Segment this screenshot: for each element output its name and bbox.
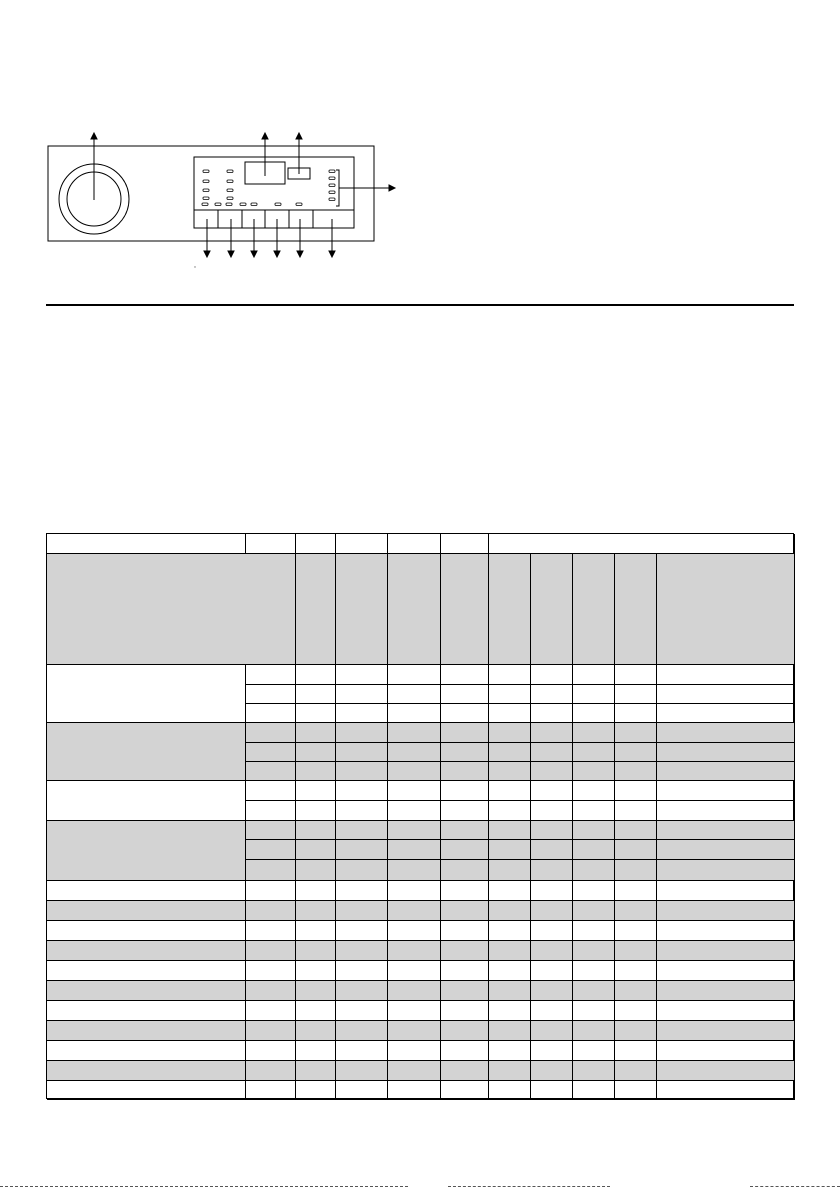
table-cell bbox=[336, 901, 388, 921]
table-cell bbox=[615, 901, 657, 921]
table-cell bbox=[336, 961, 388, 981]
table-cell bbox=[441, 685, 489, 704]
table-cell bbox=[657, 881, 795, 901]
table-cell bbox=[573, 840, 615, 860]
table-cell bbox=[388, 762, 441, 781]
table-cell bbox=[388, 1021, 441, 1041]
table-cell bbox=[296, 743, 336, 762]
table-cell bbox=[336, 665, 388, 685]
table-cell bbox=[296, 685, 336, 704]
header-cell bbox=[615, 554, 657, 665]
table-cell bbox=[388, 1001, 441, 1021]
table-cell bbox=[531, 981, 573, 1001]
table-cell bbox=[573, 881, 615, 901]
table-cell bbox=[489, 1021, 531, 1041]
table-cell bbox=[388, 1081, 441, 1100]
table-cell bbox=[336, 1081, 388, 1100]
table-cell bbox=[388, 1061, 441, 1081]
table-cell bbox=[615, 781, 657, 801]
header-cell bbox=[531, 554, 573, 665]
table-cell bbox=[615, 665, 657, 685]
table-cell bbox=[296, 840, 336, 860]
program-name-cell bbox=[47, 723, 246, 781]
table-cell bbox=[657, 665, 795, 685]
table-cell bbox=[531, 704, 573, 723]
table-cell bbox=[657, 860, 795, 881]
table-cell bbox=[441, 1041, 489, 1061]
table-cell bbox=[441, 961, 489, 981]
table-cell bbox=[573, 743, 615, 762]
program-name-cell bbox=[47, 781, 246, 821]
table-cell bbox=[573, 665, 615, 685]
table-cell bbox=[296, 665, 336, 685]
table-cell bbox=[615, 961, 657, 981]
indicator-lights bbox=[202, 170, 335, 206]
table-cell bbox=[657, 981, 795, 1001]
table-cell bbox=[573, 961, 615, 981]
table-cell bbox=[441, 801, 489, 821]
table-cell bbox=[296, 1041, 336, 1061]
table-cell bbox=[296, 881, 336, 901]
table-cell bbox=[573, 762, 615, 781]
table-cell bbox=[246, 941, 296, 961]
table-cell bbox=[489, 743, 531, 762]
table-cell bbox=[296, 901, 336, 921]
table-cell bbox=[657, 901, 795, 921]
table-cell bbox=[246, 1061, 296, 1081]
table-cell bbox=[657, 1061, 795, 1081]
header-cell bbox=[388, 534, 441, 554]
table-cell bbox=[296, 981, 336, 1001]
section-divider bbox=[46, 304, 794, 306]
program-name-cell bbox=[47, 981, 246, 1001]
page-footer-dashes bbox=[0, 1186, 840, 1192]
option-lights-bracket bbox=[336, 170, 339, 206]
table-cell bbox=[531, 723, 573, 743]
table-cell bbox=[441, 743, 489, 762]
table-cell bbox=[615, 981, 657, 1001]
table-cell bbox=[657, 1041, 795, 1061]
program-name-cell bbox=[47, 1041, 246, 1061]
table-cell bbox=[489, 941, 531, 961]
header-cell bbox=[441, 554, 489, 665]
table-cell bbox=[388, 801, 441, 821]
header-cell bbox=[296, 554, 336, 665]
table-cell bbox=[441, 821, 489, 840]
table-cell bbox=[441, 881, 489, 901]
table-cell bbox=[246, 704, 296, 723]
table-cell bbox=[296, 921, 336, 941]
table-cell bbox=[615, 1081, 657, 1100]
table-cell bbox=[246, 801, 296, 821]
table-cell bbox=[489, 921, 531, 941]
table-cell bbox=[296, 1001, 336, 1021]
table-cell bbox=[246, 921, 296, 941]
table-cell bbox=[296, 821, 336, 840]
program-name-cell bbox=[47, 941, 246, 961]
table-cell bbox=[573, 685, 615, 704]
table-cell bbox=[246, 881, 296, 901]
table-cell bbox=[615, 723, 657, 743]
table-cell bbox=[296, 723, 336, 743]
table-cell bbox=[573, 921, 615, 941]
table-cell bbox=[489, 821, 531, 840]
program-table bbox=[46, 533, 794, 1099]
table-cell bbox=[573, 821, 615, 840]
table-cell bbox=[531, 743, 573, 762]
table-cell bbox=[336, 743, 388, 762]
program-name-cell bbox=[47, 1061, 246, 1081]
table-cell bbox=[531, 840, 573, 860]
table-cell bbox=[441, 941, 489, 961]
table-cell bbox=[246, 840, 296, 860]
table-cell bbox=[489, 704, 531, 723]
table-cell bbox=[388, 901, 441, 921]
table-cell bbox=[615, 840, 657, 860]
table-cell bbox=[531, 860, 573, 881]
table-cell bbox=[489, 1061, 531, 1081]
table-cell bbox=[336, 860, 388, 881]
table-cell bbox=[336, 704, 388, 723]
table-cell bbox=[336, 821, 388, 840]
table-cell bbox=[489, 961, 531, 981]
table-cell bbox=[246, 685, 296, 704]
table-cell bbox=[336, 762, 388, 781]
table-cell bbox=[573, 981, 615, 1001]
header-cell bbox=[657, 554, 795, 665]
table-cell bbox=[531, 781, 573, 801]
table-cell bbox=[531, 881, 573, 901]
table-cell bbox=[489, 665, 531, 685]
table-cell bbox=[246, 860, 296, 881]
table-cell bbox=[531, 1061, 573, 1081]
header-cell bbox=[246, 534, 296, 554]
table-cell bbox=[531, 665, 573, 685]
table-cell bbox=[336, 1041, 388, 1061]
table-cell bbox=[388, 941, 441, 961]
table-cell bbox=[657, 781, 795, 801]
table-cell bbox=[615, 743, 657, 762]
header-label-cell bbox=[47, 554, 296, 665]
table-cell bbox=[441, 921, 489, 941]
table-cell bbox=[296, 801, 336, 821]
table-cell bbox=[441, 781, 489, 801]
table-cell bbox=[657, 762, 795, 781]
program-name-cell bbox=[47, 1001, 246, 1021]
table-cell bbox=[441, 860, 489, 881]
table-cell bbox=[441, 665, 489, 685]
table-cell bbox=[336, 723, 388, 743]
table-cell bbox=[336, 1001, 388, 1021]
program-name-cell bbox=[47, 881, 246, 901]
table-cell bbox=[336, 921, 388, 941]
table-cell bbox=[489, 1001, 531, 1021]
table-cell bbox=[296, 781, 336, 801]
program-name-cell bbox=[47, 921, 246, 941]
table-cell bbox=[657, 723, 795, 743]
table-cell bbox=[657, 1021, 795, 1041]
table-cell bbox=[296, 1061, 336, 1081]
table-cell bbox=[657, 743, 795, 762]
table-cell bbox=[441, 1001, 489, 1021]
table-cell bbox=[531, 1041, 573, 1061]
table-cell bbox=[336, 1021, 388, 1041]
table-cell bbox=[336, 685, 388, 704]
panel-outline bbox=[48, 146, 374, 241]
table-cell bbox=[246, 743, 296, 762]
table-cell bbox=[573, 704, 615, 723]
table-cell bbox=[441, 901, 489, 921]
header-cell bbox=[573, 554, 615, 665]
table-cell bbox=[531, 961, 573, 981]
table-cell bbox=[246, 901, 296, 921]
program-name-cell bbox=[47, 821, 246, 881]
program-name-cell bbox=[47, 665, 246, 723]
table-cell bbox=[246, 961, 296, 981]
table-cell bbox=[489, 723, 531, 743]
table-cell bbox=[246, 1001, 296, 1021]
table-cell bbox=[489, 981, 531, 1001]
table-cell bbox=[615, 1041, 657, 1061]
program-name-cell bbox=[47, 1081, 246, 1100]
footer-dash-line bbox=[0, 1186, 408, 1188]
table-cell bbox=[388, 921, 441, 941]
table-cell bbox=[296, 762, 336, 781]
table-cell bbox=[657, 685, 795, 704]
table-cell bbox=[336, 981, 388, 1001]
table-cell bbox=[531, 685, 573, 704]
table-cell bbox=[246, 1021, 296, 1041]
table-cell bbox=[489, 685, 531, 704]
table-cell bbox=[388, 881, 441, 901]
table-cell bbox=[441, 762, 489, 781]
table-cell bbox=[531, 1081, 573, 1100]
table-cell bbox=[657, 821, 795, 840]
table-cell bbox=[388, 821, 441, 840]
table-cell bbox=[388, 961, 441, 981]
table-cell bbox=[489, 781, 531, 801]
table-cell bbox=[441, 1061, 489, 1081]
table-cell bbox=[441, 981, 489, 1001]
table-cell bbox=[441, 704, 489, 723]
table-cell bbox=[615, 704, 657, 723]
table-cell bbox=[489, 801, 531, 821]
table-cell bbox=[615, 860, 657, 881]
table-cell bbox=[246, 821, 296, 840]
table-cell bbox=[336, 781, 388, 801]
table-cell bbox=[388, 743, 441, 762]
table-cell bbox=[615, 821, 657, 840]
table-cell bbox=[296, 1081, 336, 1100]
table-cell bbox=[657, 961, 795, 981]
table-cell bbox=[573, 941, 615, 961]
header-cell bbox=[388, 554, 441, 665]
table-cell bbox=[296, 704, 336, 723]
header-group-cell bbox=[489, 534, 795, 554]
header-cell bbox=[336, 554, 388, 665]
table-cell bbox=[296, 1021, 336, 1041]
table-cell bbox=[246, 665, 296, 685]
table-cell bbox=[573, 1021, 615, 1041]
table-cell bbox=[489, 762, 531, 781]
table-cell bbox=[336, 1061, 388, 1081]
table-cell bbox=[531, 821, 573, 840]
table-cell bbox=[246, 1041, 296, 1061]
table-cell bbox=[573, 1001, 615, 1021]
program-name-cell bbox=[47, 901, 246, 921]
table-cell bbox=[489, 1041, 531, 1061]
table-cell bbox=[573, 901, 615, 921]
table-cell bbox=[657, 801, 795, 821]
table-cell bbox=[388, 860, 441, 881]
table-cell bbox=[615, 1021, 657, 1041]
table-cell bbox=[296, 860, 336, 881]
table-cell bbox=[531, 941, 573, 961]
table-cell bbox=[336, 840, 388, 860]
control-panel-diagram bbox=[0, 0, 840, 300]
table-cell bbox=[531, 762, 573, 781]
table-cell bbox=[388, 665, 441, 685]
table-cell bbox=[615, 1001, 657, 1021]
header-cell bbox=[336, 534, 388, 554]
table-cell bbox=[336, 941, 388, 961]
table-cell bbox=[615, 762, 657, 781]
table-cell bbox=[615, 1061, 657, 1081]
header-cell bbox=[47, 534, 246, 554]
table-cell bbox=[296, 961, 336, 981]
table-cell bbox=[615, 921, 657, 941]
table-cell bbox=[246, 1081, 296, 1100]
table-cell bbox=[615, 941, 657, 961]
header-cell bbox=[296, 534, 336, 554]
table-cell bbox=[657, 1001, 795, 1021]
table-cell bbox=[489, 901, 531, 921]
table-cell bbox=[246, 762, 296, 781]
table-cell bbox=[657, 840, 795, 860]
table-cell bbox=[573, 1041, 615, 1061]
table-cell bbox=[657, 704, 795, 723]
table-cell bbox=[388, 685, 441, 704]
table-cell bbox=[531, 801, 573, 821]
footer-dash-line bbox=[750, 1186, 840, 1188]
table-cell bbox=[657, 921, 795, 941]
table-cell bbox=[573, 860, 615, 881]
table-cell bbox=[441, 723, 489, 743]
table-cell bbox=[573, 801, 615, 821]
table-cell bbox=[531, 921, 573, 941]
table-cell bbox=[388, 723, 441, 743]
table-cell bbox=[388, 704, 441, 723]
footer-dash-line bbox=[448, 1186, 610, 1188]
table-cell bbox=[489, 1081, 531, 1100]
table-cell bbox=[573, 781, 615, 801]
header-cell bbox=[489, 554, 531, 665]
table-cell bbox=[489, 840, 531, 860]
leader-lines bbox=[91, 133, 395, 257]
table-cell bbox=[441, 1081, 489, 1100]
table-cell bbox=[336, 801, 388, 821]
table-cell bbox=[336, 881, 388, 901]
table-cell bbox=[489, 860, 531, 881]
table-cell bbox=[246, 781, 296, 801]
table-cell bbox=[489, 881, 531, 901]
header-cell bbox=[441, 534, 489, 554]
table-cell bbox=[615, 801, 657, 821]
table-cell bbox=[388, 781, 441, 801]
table-cell bbox=[615, 685, 657, 704]
table-cell bbox=[573, 723, 615, 743]
table-cell bbox=[657, 941, 795, 961]
table-cell bbox=[615, 881, 657, 901]
program-name-cell bbox=[47, 1021, 246, 1041]
table-cell bbox=[657, 1081, 795, 1100]
table-cell bbox=[573, 1081, 615, 1100]
table-cell bbox=[573, 1061, 615, 1081]
table-cell bbox=[246, 981, 296, 1001]
table-cell bbox=[531, 901, 573, 921]
table-cell bbox=[441, 1021, 489, 1041]
table-cell bbox=[388, 840, 441, 860]
table-cell bbox=[531, 1021, 573, 1041]
table-cell bbox=[246, 723, 296, 743]
table-cell bbox=[296, 941, 336, 961]
table-cell bbox=[531, 1001, 573, 1021]
program-name-cell bbox=[47, 961, 246, 981]
table-cell bbox=[388, 1041, 441, 1061]
table-cell bbox=[388, 981, 441, 1001]
table-cell bbox=[441, 840, 489, 860]
